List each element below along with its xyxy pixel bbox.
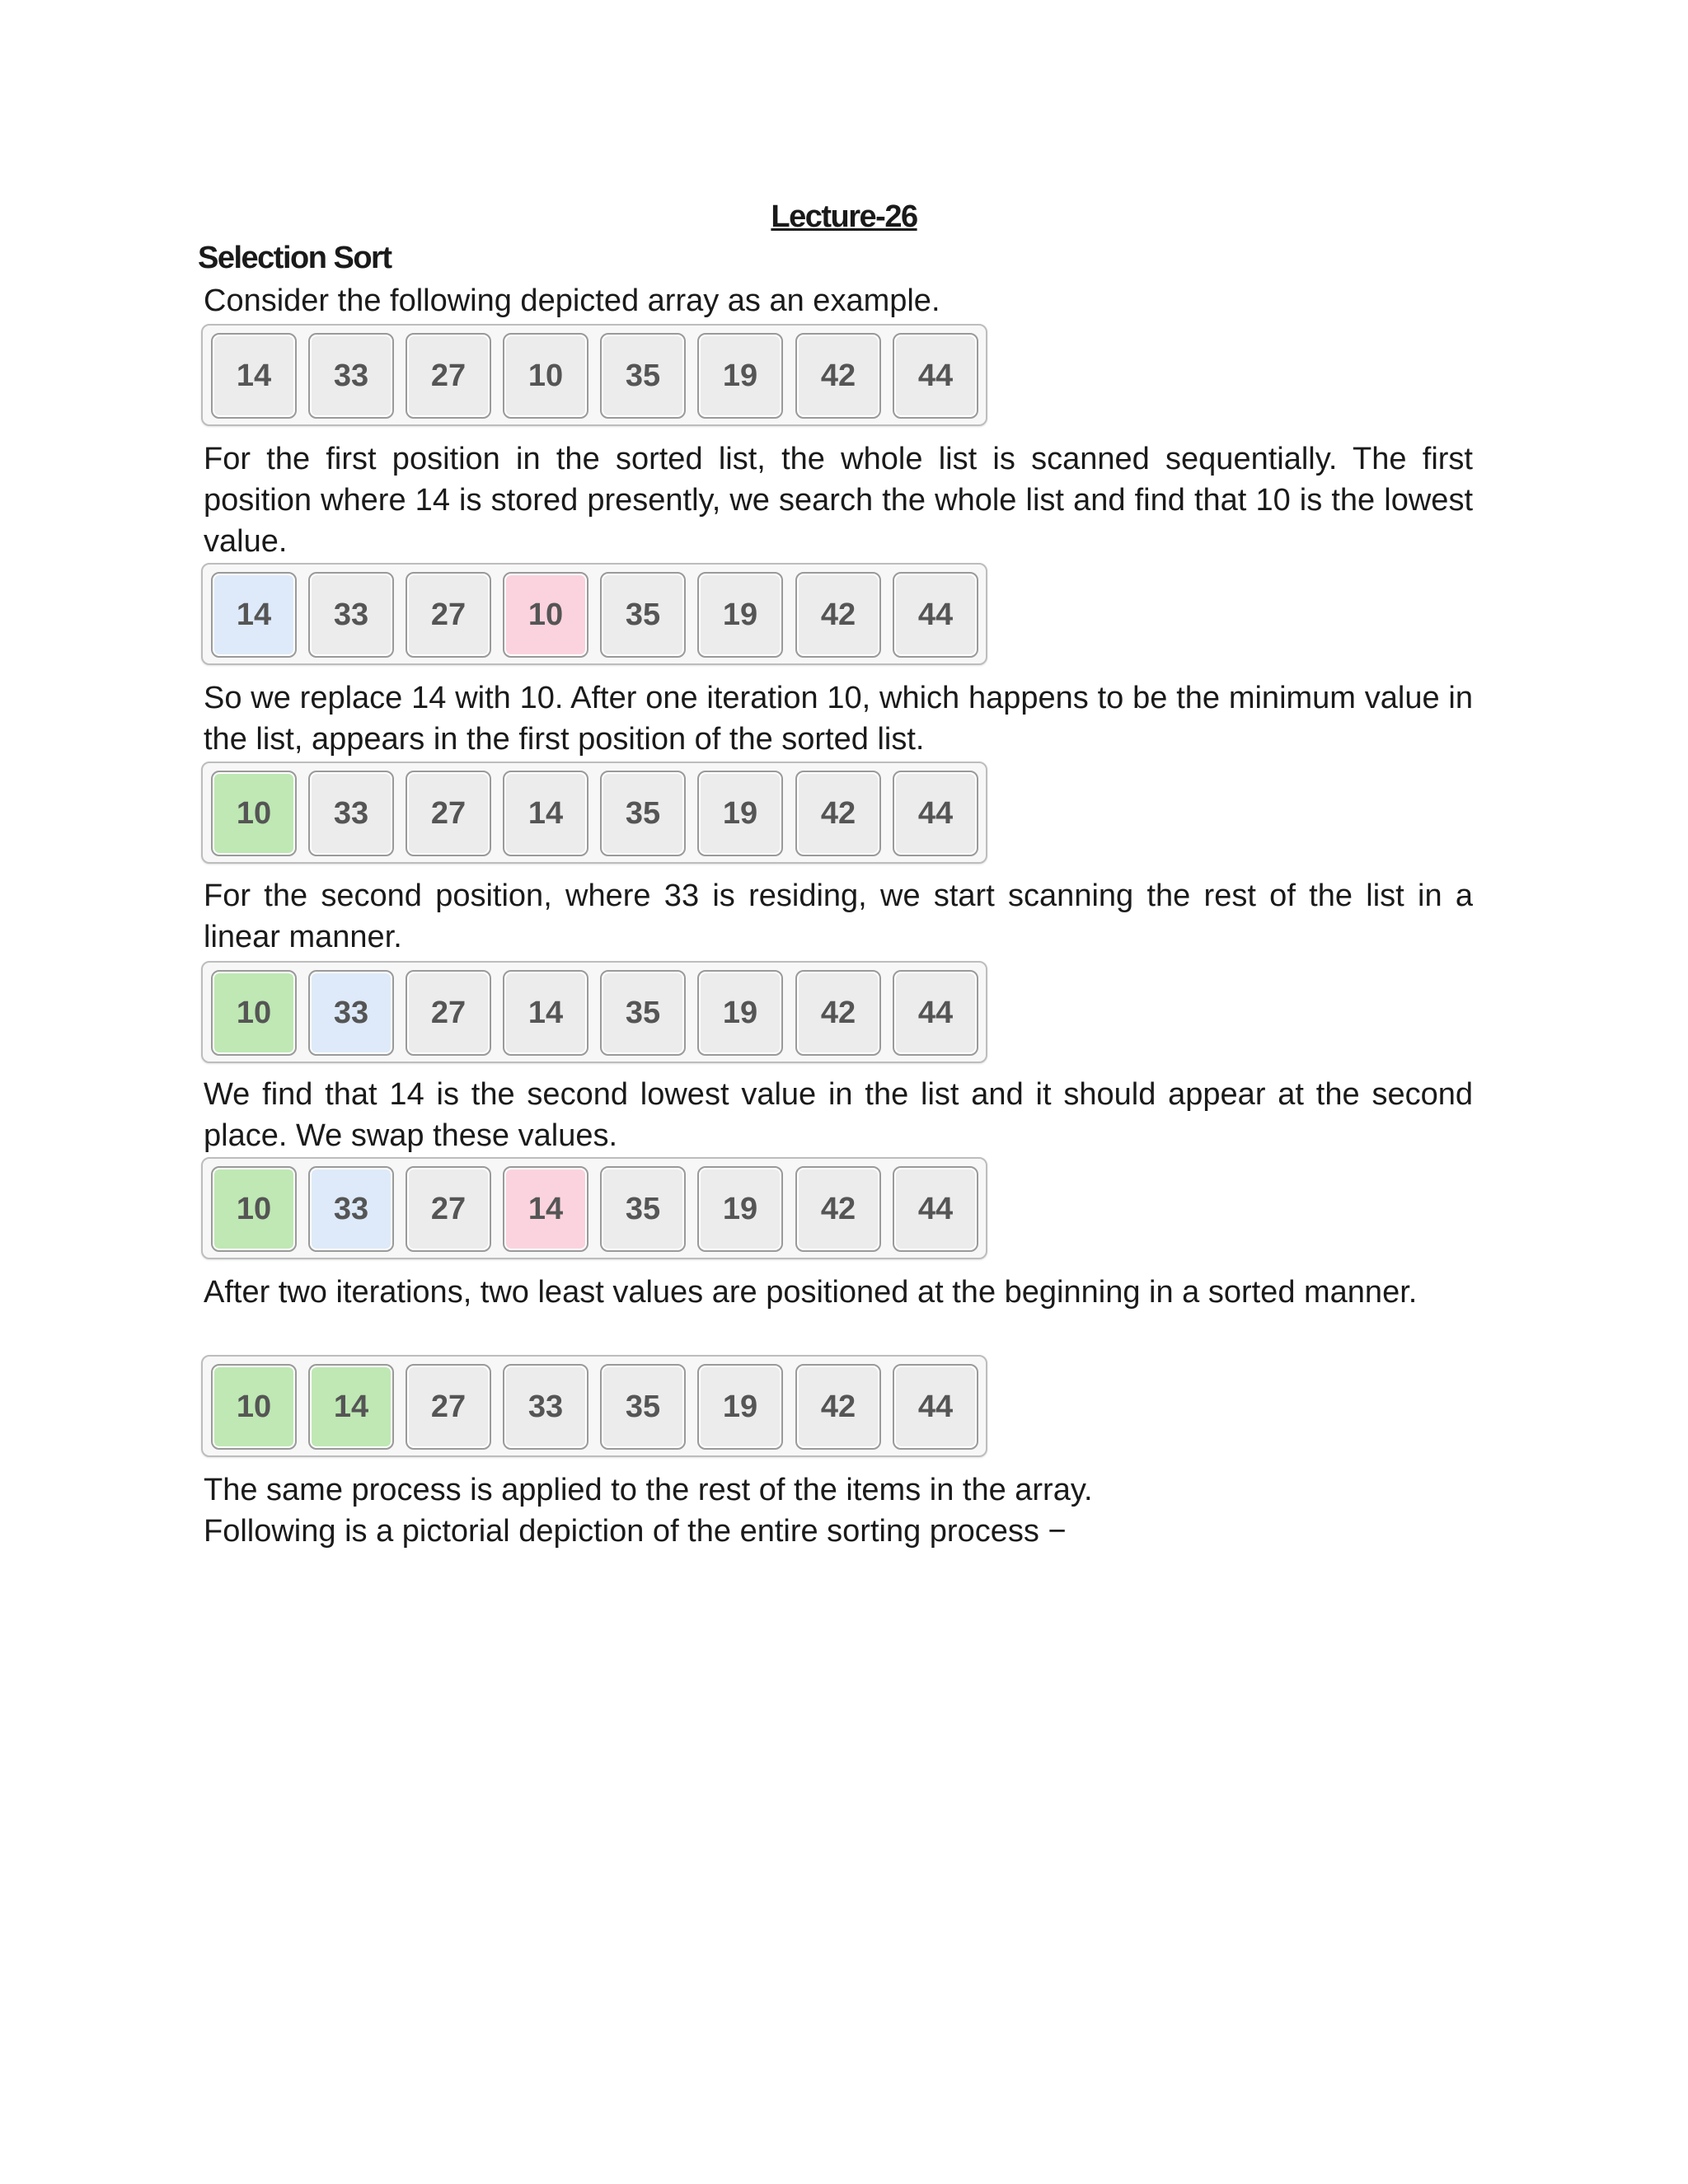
array-cell: 42 (795, 1364, 881, 1450)
array-cell: 19 (697, 970, 783, 1056)
array-diagram-second-minimum (201, 1157, 987, 1259)
array-cell: 19 (697, 572, 783, 658)
array-cell: 35 (600, 1166, 686, 1252)
array-cell: 44 (893, 1364, 978, 1450)
array-cell: 35 (600, 333, 686, 419)
array-cell: 14 (503, 1166, 588, 1252)
array-cell: 44 (893, 771, 978, 856)
lecture-title: Lecture-26 (771, 199, 917, 234)
section-title: Selection Sort (198, 241, 392, 275)
array-diagram-first-scan (201, 563, 987, 665)
array-cell: 19 (697, 333, 783, 419)
array-cell: 27 (406, 771, 491, 856)
array-cell: 44 (893, 333, 978, 419)
array-cell: 19 (697, 1166, 783, 1252)
array-diagram-second-scan (201, 961, 987, 1063)
array-cell: 19 (697, 1364, 783, 1450)
array-cell: 10 (211, 771, 297, 856)
array-diagram-after-two-iterations (201, 1355, 987, 1457)
array-cell: 35 (600, 572, 686, 658)
array-cell: 10 (211, 1166, 297, 1252)
array-cell: 42 (795, 333, 881, 419)
array-cell: 44 (893, 572, 978, 658)
paragraph-second-swap: We find that 14 is the second lowest value in the list and it should appear at the second place. We swap these values. (204, 1077, 1473, 1153)
array-cell: 27 (406, 333, 491, 419)
array-cell: 14 (308, 1364, 394, 1450)
array-cell: 27 (406, 970, 491, 1056)
array-cell: 14 (503, 970, 588, 1056)
array-cell: 33 (308, 970, 394, 1056)
array-cell: 33 (308, 333, 394, 419)
paragraph-intro: Consider the following depicted array as an example. (204, 284, 940, 318)
array-cell: 35 (600, 771, 686, 856)
paragraph-two-iterations: After two iterations, two least values are positioned at the beginning in a sorted manner. (204, 1275, 1418, 1310)
array-cell: 33 (503, 1364, 588, 1450)
array-cell: 27 (406, 1166, 491, 1252)
array-cell: 33 (308, 572, 394, 658)
array-cell: 10 (211, 1364, 297, 1450)
array-cell: 10 (503, 333, 588, 419)
array-cell: 42 (795, 1166, 881, 1252)
array-cell: 14 (211, 572, 297, 658)
paragraph-second-position: For the second position, where 33 is residing, we start scanning the rest of the list in a linear manner. (204, 879, 1473, 954)
array-cell: 42 (795, 771, 881, 856)
array-cell: 33 (308, 1166, 394, 1252)
paragraph-first-position: For the first position in the sorted list, the whole list is scanned sequentially. The first position where 14 is stored presently, we search the whole list and find that 10 is the lowest value. (204, 442, 1473, 559)
array-cell: 10 (211, 970, 297, 1056)
array-diagram-initial (201, 324, 987, 426)
array-cell: 35 (600, 1364, 686, 1450)
paragraph-first-swap: So we replace 14 with 10. After one iteration 10, which happens to be the minimum value in the list, appears in the first position of the sorted list. (204, 681, 1473, 757)
array-cell: 44 (893, 970, 978, 1056)
array-cell: 27 (406, 572, 491, 658)
array-cell: 14 (211, 333, 297, 419)
paragraph-pictorial-depiction: Following is a pictorial depiction of the entire sorting process − (204, 1514, 1067, 1549)
array-cell: 44 (893, 1166, 978, 1252)
array-cell: 27 (406, 1364, 491, 1450)
paragraph-same-process: The same process is applied to the rest of the items in the array. (204, 1473, 1093, 1507)
array-cell: 42 (795, 572, 881, 658)
array-cell: 42 (795, 970, 881, 1056)
array-diagram-after-first-swap (201, 762, 987, 864)
array-cell: 35 (600, 970, 686, 1056)
array-cell: 10 (503, 572, 588, 658)
array-cell: 19 (697, 771, 783, 856)
array-cell: 14 (503, 771, 588, 856)
array-cell: 33 (308, 771, 394, 856)
